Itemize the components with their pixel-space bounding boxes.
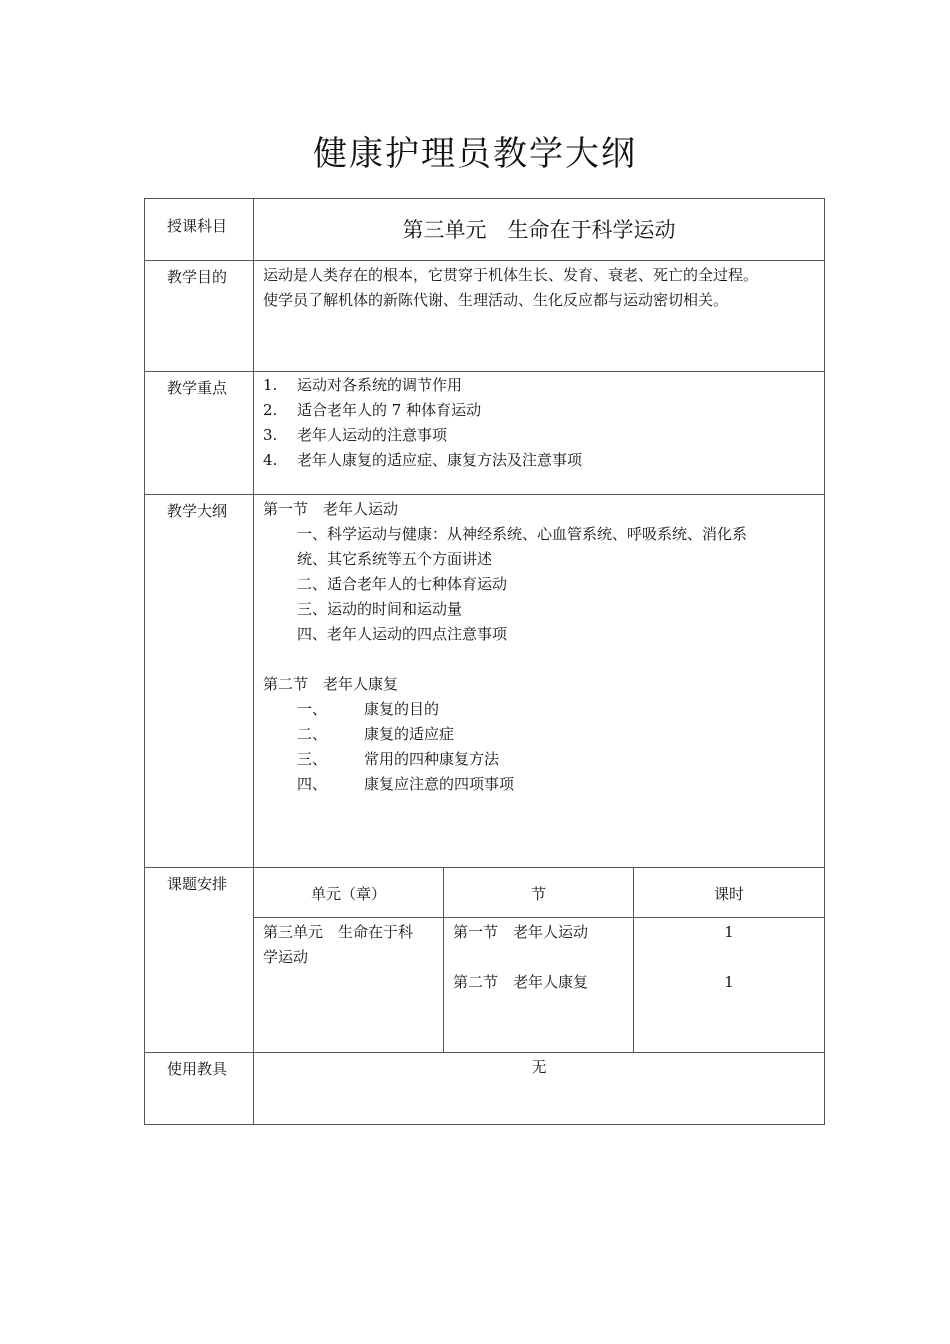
- outline-cell: [253, 494, 825, 868]
- label-subject: [144, 198, 254, 261]
- section-2-item: [263, 722, 824, 747]
- schedule-hours-1: 1: [724, 923, 734, 941]
- schedule-unit-line-2: 学运动: [263, 948, 309, 966]
- spacer: [263, 647, 824, 672]
- key-point-text: 运动对各系统的调节作用: [297, 376, 463, 394]
- schedule-header-hours: [633, 867, 825, 918]
- section-2-item: [263, 772, 824, 797]
- key-point-text: 适合老年人的 7 种体育运动: [297, 401, 482, 419]
- label-subject-text: 授课科目: [167, 217, 228, 235]
- section-2-num: 二、: [297, 725, 328, 743]
- label-key-points-text: 教学重点: [167, 379, 228, 397]
- section-1-heading: 第一节 老年人运动: [263, 500, 399, 518]
- schedule-section-2: 第二节 老年人康复: [453, 973, 589, 991]
- label-schedule-text: 课题安排: [167, 875, 228, 893]
- label-outline-text: 教学大纲: [167, 502, 228, 520]
- schedule-header-hours-text: 课时: [713, 885, 744, 903]
- section-1-item: 一、科学运动与健康：从神经系统、心血管系统、呼吸系统、消化系: [297, 525, 748, 543]
- schedule-hours-2: 1: [724, 973, 734, 991]
- objective-line-1: 运动是人类存在的根本，它贯穿于机体生长、发育、衰老、死亡的全过程。: [263, 266, 759, 284]
- label-objective: [144, 260, 254, 372]
- key-points-cell: [253, 371, 825, 495]
- section-1-item: 统、其它系统等五个方面讲述: [297, 550, 493, 568]
- key-point-text: 老年人康复的适应症、康复方法及注意事项: [297, 451, 583, 469]
- schedule-header-unit: [253, 867, 444, 918]
- label-objective-text: 教学目的: [167, 268, 228, 286]
- subject-value: 第三单元 生命在于科学运动: [402, 218, 676, 242]
- label-key-points: [144, 371, 254, 495]
- key-point-item: [263, 423, 824, 448]
- label-outline: [144, 494, 254, 868]
- key-point-item: [263, 448, 824, 473]
- schedule-header-section: [443, 867, 634, 918]
- key-point-num: 4.: [263, 451, 278, 469]
- schedule-hours-cell: [633, 917, 825, 1053]
- section-2-heading: 第二节 老年人康复: [263, 675, 399, 693]
- schedule-unit-line-1: 第三单元 生命在于科: [263, 923, 414, 941]
- objective-line-2: 使学员了解机体的新陈代谢、生理活动、生化反应都与运动密切相关。: [263, 291, 729, 309]
- section-1-item: 四、老年人运动的四点注意事项: [297, 625, 508, 643]
- label-schedule: [144, 867, 254, 1053]
- section-2-text: 康复应注意的四项事项: [364, 775, 515, 793]
- section-2-item: [263, 747, 824, 772]
- section-2-item: [263, 697, 824, 722]
- key-point-item: [263, 398, 824, 423]
- tools-cell: [253, 1052, 825, 1125]
- schedule-section-cell: [443, 917, 634, 1053]
- label-tools: [144, 1052, 254, 1125]
- section-1-item: 三、运动的时间和运动量: [297, 600, 463, 618]
- spacer: [634, 945, 824, 970]
- tools-value: 无: [531, 1058, 547, 1076]
- objective-cell: [253, 260, 825, 372]
- key-point-num: 1.: [263, 376, 278, 394]
- section-2-text: 康复的适应症: [364, 725, 455, 743]
- page-title: 健康护理员教学大纲: [313, 134, 637, 174]
- section-2-num: 三、: [297, 750, 328, 768]
- spacer: [453, 945, 633, 970]
- subject-cell: [253, 198, 825, 261]
- schedule-section-1: 第一节 老年人运动: [453, 923, 589, 941]
- section-2-num: 四、: [297, 775, 328, 793]
- schedule-header-section-text: 节: [530, 885, 546, 903]
- section-1-item: 二、适合老年人的七种体育运动: [297, 575, 508, 593]
- key-point-num: 3.: [263, 426, 278, 444]
- label-tools-text: 使用教具: [167, 1060, 228, 1078]
- section-2-num: 一、: [297, 700, 328, 718]
- section-2-text: 康复的目的: [364, 700, 440, 718]
- key-point-item: [263, 373, 824, 398]
- section-2-text: 常用的四种康复方法: [364, 750, 500, 768]
- schedule-unit-cell: [253, 917, 444, 1053]
- key-point-text: 老年人运动的注意事项: [297, 426, 448, 444]
- schedule-header-unit-text: 单元（章）: [310, 885, 386, 903]
- key-point-num: 2.: [263, 401, 278, 419]
